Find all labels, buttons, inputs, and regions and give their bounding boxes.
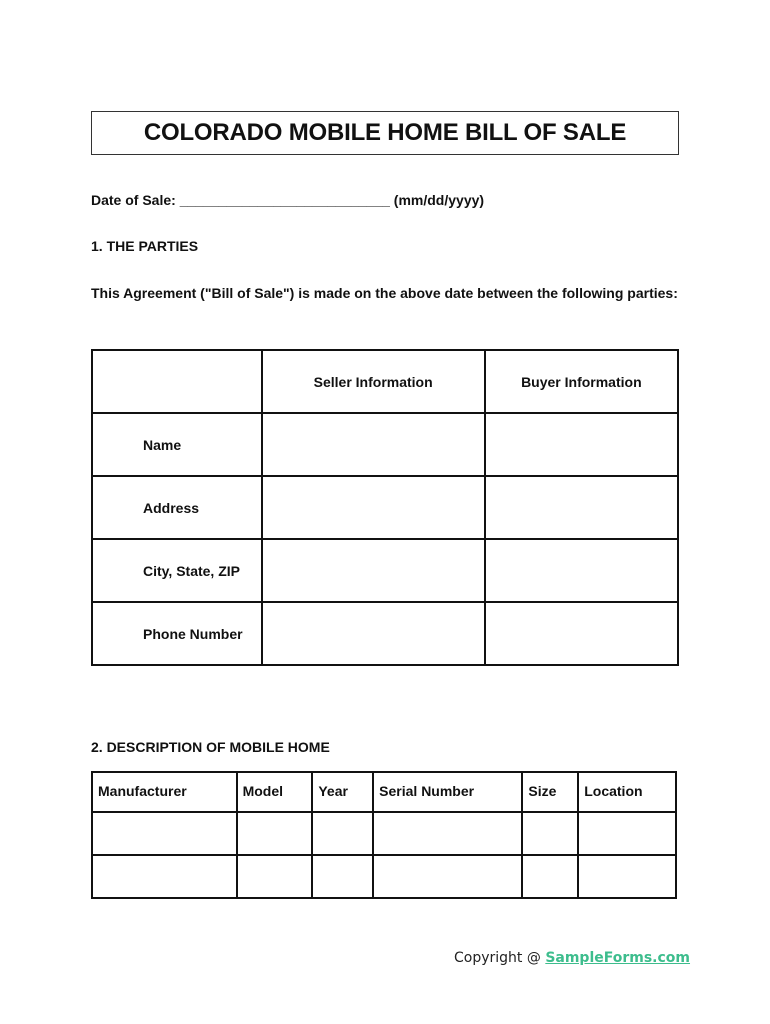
serial-number-cell[interactable]	[373, 855, 522, 898]
brand-link[interactable]: SampleForms.com	[545, 950, 691, 966]
table-row	[92, 539, 678, 602]
parties-table	[91, 349, 679, 666]
row-label-address: Address	[92, 476, 262, 539]
table-row	[92, 855, 676, 898]
buyer-information-header: Buyer Information	[485, 350, 678, 413]
mobile-home-header-row	[92, 772, 676, 812]
year-cell[interactable]	[312, 855, 373, 898]
buyer-address-cell[interactable]	[485, 476, 678, 539]
size-header: Size	[522, 772, 578, 812]
date-of-sale-line: Date of Sale: ___________________________ (mm/dd/yyyy)	[91, 192, 485, 208]
row-label-phone-number: Phone Number	[92, 602, 262, 665]
parties-header-row	[92, 350, 678, 413]
copyright-prefix: Copyright @	[454, 950, 546, 966]
seller-address-cell[interactable]	[262, 476, 485, 539]
agreement-intro-text: This Agreement ("Bill of Sale") is made on the above date between the following parties:	[91, 285, 678, 301]
location-cell[interactable]	[578, 855, 676, 898]
size-cell[interactable]	[522, 855, 578, 898]
year-header: Year	[312, 772, 373, 812]
row-label-name: Name	[92, 413, 262, 476]
seller-name-cell[interactable]	[262, 413, 485, 476]
document-title: COLORADO MOBILE HOME BILL OF SALE	[143, 119, 627, 146]
table-row	[92, 602, 678, 665]
serial-number-header: Serial Number	[373, 772, 522, 812]
buyer-city-state-zip-cell[interactable]	[485, 539, 678, 602]
section-1-heading: 1. THE PARTIES	[91, 238, 199, 254]
seller-phone-cell[interactable]	[262, 602, 485, 665]
table-row	[92, 413, 678, 476]
model-cell[interactable]	[237, 855, 313, 898]
size-cell[interactable]	[522, 812, 578, 855]
table-row	[92, 812, 676, 855]
section-2-heading: 2. DESCRIPTION OF MOBILE HOME	[91, 739, 330, 755]
seller-city-state-zip-cell[interactable]	[262, 539, 485, 602]
seller-information-header: Seller Information	[262, 350, 485, 413]
manufacturer-header: Manufacturer	[92, 772, 237, 812]
model-cell[interactable]	[237, 812, 313, 855]
location-header: Location	[578, 772, 676, 812]
table-row	[92, 476, 678, 539]
year-cell[interactable]	[312, 812, 373, 855]
manufacturer-cell[interactable]	[92, 855, 237, 898]
buyer-phone-cell[interactable]	[485, 602, 678, 665]
mobile-home-table	[91, 771, 677, 899]
parties-header-blank	[92, 350, 262, 413]
manufacturer-cell[interactable]	[92, 812, 237, 855]
copyright-footer	[454, 950, 690, 966]
title-box	[91, 111, 679, 155]
buyer-name-cell[interactable]	[485, 413, 678, 476]
serial-number-cell[interactable]	[373, 812, 522, 855]
model-header: Model	[237, 772, 313, 812]
row-label-city-state-zip: City, State, ZIP	[92, 539, 262, 602]
location-cell[interactable]	[578, 812, 676, 855]
